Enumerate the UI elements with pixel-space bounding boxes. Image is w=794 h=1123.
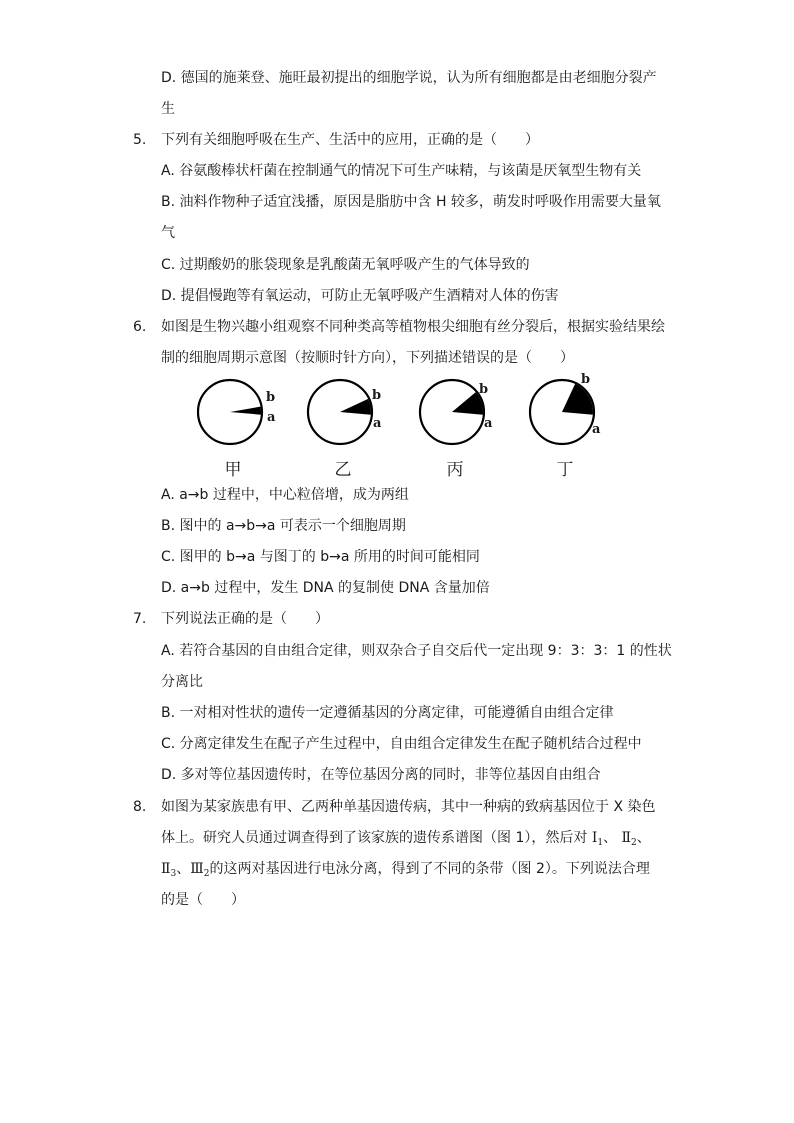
q8-number: 8.	[133, 799, 147, 815]
separator: 、	[603, 830, 618, 846]
q7-number: 7.	[133, 611, 147, 627]
q7-stem: 下列说法正确的是（ ）	[161, 611, 329, 627]
generation-i1	[592, 830, 603, 846]
q6-stem-line2: 制的细胞周期示意图（按顺时针方向），下列描述错误的是（ ）	[161, 350, 574, 366]
cell-cycle-jia	[188, 372, 278, 482]
q5-option-c: C. 过期酸奶的胀袋现象是乳酸菌无氧呼吸产生的气体导致的	[161, 257, 530, 273]
cell-cycle-diagram-yi	[298, 372, 388, 452]
label-b: b	[479, 382, 489, 397]
q8-stem-line4: 的是（ ）	[161, 892, 245, 908]
q7-option-d: D. 多对等位基因遗传时，在等位基因分离的同时，非等位基因自由组合	[161, 767, 601, 783]
q5-option-d: D. 提倡慢跑等有氧运动，可防止无氧呼吸产生酒精对人体的伤害	[161, 288, 559, 304]
q5-option-b-line2: 气	[161, 225, 175, 241]
q8-stem-line2	[161, 828, 651, 848]
q5-number: 5.	[133, 132, 147, 148]
separator: 、	[636, 830, 651, 846]
q4-option-d-line1: D. 德国的施莱登、施旺最初提出的细胞学说，认为所有细胞都是由老细胞分裂产	[161, 70, 657, 86]
q6-stem-line1: 如图是生物兴趣小组观察不同种类高等植物根尖细胞有丝分裂后，根据实验结果绘	[161, 319, 665, 335]
individual-number: 2	[631, 838, 637, 848]
q8-stem-line2-text: 体上。研究人员通过调查得到了该家族的遗传系谱图（图 1），然后对	[161, 830, 588, 846]
q5-option-a: A. 谷氨酸棒状杆菌在控制通气的情况下可生产味精，与该菌是厌氧型生物有关	[161, 163, 642, 179]
cell-cycle-figure	[180, 372, 620, 482]
individual-number: 2	[203, 869, 210, 879]
generation-ii3	[161, 861, 176, 877]
individual-number: 3	[170, 869, 177, 879]
q6-option-a: A. a→b 过程中，中心粒倍增，成为两组	[161, 487, 409, 503]
q5-stem: 下列有关细胞呼吸在生产、生活中的应用，正确的是（ ）	[161, 132, 539, 148]
generation-roman: Ⅱ	[161, 861, 171, 877]
cell-cycle-yi	[298, 372, 388, 482]
generation-roman: Ⅰ	[591, 830, 598, 846]
individual-number: 1	[597, 838, 604, 848]
q8-stem-line1: 如图为某家族患有甲、乙两种单基因遗传病，其中一种病的致病基因位于 X 染色	[161, 799, 656, 815]
label-a: a	[373, 416, 382, 431]
q7-option-a-line2: 分离比	[161, 674, 203, 690]
q7-option-c: C. 分离定律发生在配子产生过程中，自由组合定律发生在配子随机结合过程中	[161, 736, 642, 752]
cell-cycle-diagram-ding	[520, 372, 610, 452]
label-b: b	[372, 388, 382, 403]
generation-ii2	[622, 830, 637, 846]
q6-option-d: D. a→b 过程中，发生 DNA 的复制使 DNA 含量加倍	[161, 580, 490, 596]
separator: 、	[176, 861, 191, 877]
label-a: a	[267, 410, 276, 425]
q7-option-b: B. 一对相对性状的遗传一定遵循基因的分离定律，可能遵循自由组合定律	[161, 705, 614, 721]
generation-iii2	[190, 861, 209, 877]
figure-caption-ding: 丁	[556, 460, 574, 480]
label-b: b	[266, 390, 276, 405]
q8-stem-line3-text: 的这两对基因进行电泳分离，得到了不同的条带（图 2）。下列说法合理	[209, 861, 650, 877]
q6-option-c: C. 图甲的 b→a 与图丁的 b→a 所用的时间可能相同	[161, 549, 480, 565]
generation-roman: Ⅱ	[621, 830, 632, 846]
figure-caption-yi: 乙	[334, 460, 352, 480]
label-b: b	[581, 372, 591, 387]
q7-option-a-line1: A. 若符合基因的自由组合定律，则双杂合子自交后代一定出现 9：3：3：1 的性状	[161, 643, 672, 659]
cell-cycle-bing	[410, 372, 500, 482]
generation-roman: Ⅲ	[190, 861, 204, 877]
cell-cycle-ding	[520, 372, 610, 482]
q5-option-b-line1: B. 油料作物种子适宜浅播，原因是脂肪中含 H 较多，萌发时呼吸作用需要大量氧	[161, 194, 661, 210]
figure-caption-bing: 丙	[446, 460, 464, 480]
label-a: a	[484, 416, 493, 431]
q6-number: 6.	[133, 319, 147, 335]
q4-option-d-line2: 生	[161, 101, 175, 117]
cell-cycle-diagram-jia	[188, 372, 278, 452]
q6-option-b: B. 图中的 a→b→a 可表示一个细胞周期	[161, 518, 406, 534]
label-a: a	[592, 422, 601, 437]
q8-stem-line3	[161, 859, 650, 879]
figure-caption-jia: 甲	[224, 460, 242, 480]
